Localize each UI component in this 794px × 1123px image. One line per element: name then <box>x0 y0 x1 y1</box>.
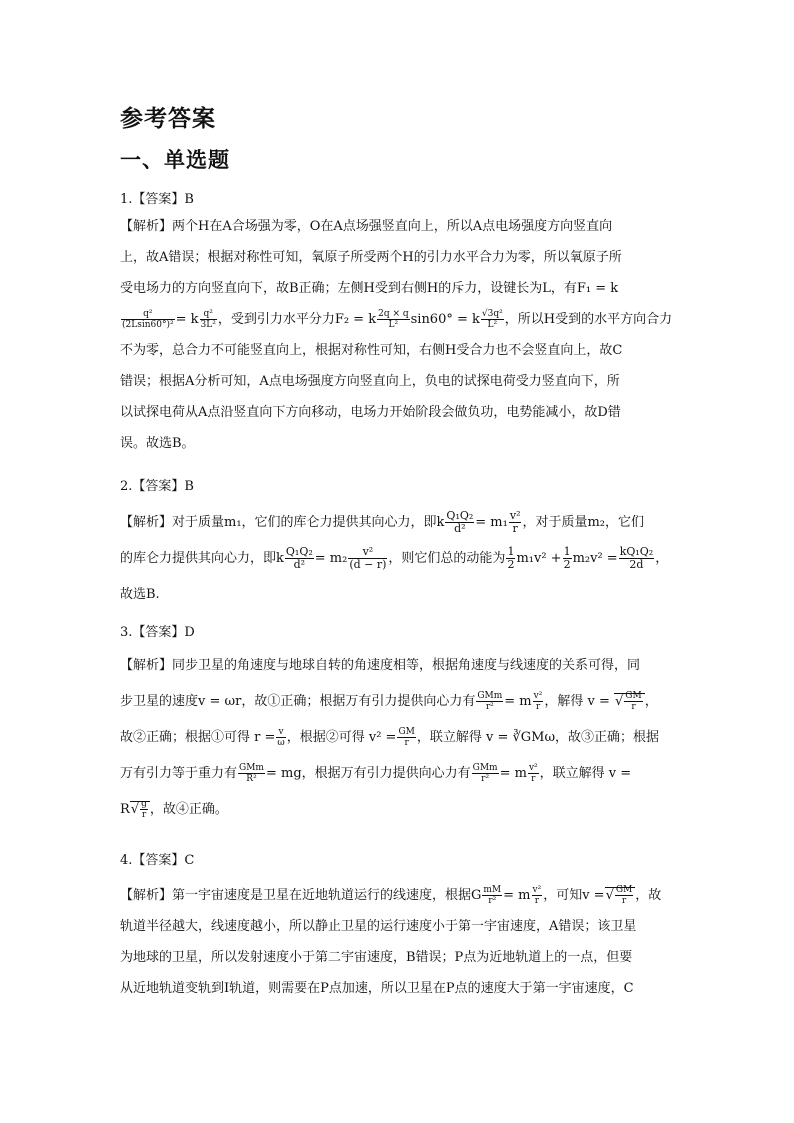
q4-line: 从近地轨道变轨到Ⅰ轨道，则需要在P点加速，所以卫星在P点的速度大于第一宇宙速度，C <box>120 981 634 996</box>
q4-line: 为地球的卫星，所以发射速度小于第二宇宙速度，B错误；P点为近地轨道上的一点，但要 <box>120 950 633 965</box>
fraction: $\frac{\text{kQ₁Q₂}}{2d}$ <box>619 545 654 571</box>
sqrt: √ $\frac{g}{r}$ <box>130 801 150 817</box>
fraction: $\frac{\text{v²}}{(d - r)}$ <box>349 545 387 571</box>
answer-3-explanation <box>120 648 676 828</box>
q3-line: 步卫星的速度v = ωr，故①正确；根据万有引力提供向心力有 $\frac{\text{GMm}}{\text{r²}}$ = m $\frac{\text{v²}}{r}$ ，解得 v = √ $\frac{GM}{r}$ ， <box>120 691 658 712</box>
q3-line: R√ $\frac{g}{r}$ ，故④正确。 <box>120 799 228 820</box>
answer-1-explanation <box>120 211 676 459</box>
fraction: $\frac{mM}{\text{r²}}$ <box>483 885 502 906</box>
fraction: $\frac{\text{Q₁Q₂}}{\text{d²}}$ <box>285 545 313 571</box>
fraction: $\frac{v}{\omega}$ <box>277 727 285 748</box>
fraction: $\frac{\text{GMm}}{\text{R²}}$ <box>239 763 264 784</box>
page-title: 参考答案 <box>120 106 216 132</box>
fraction: $\frac{\text{q²}}{\text{(2Lsin60°)²}}$ <box>122 309 174 330</box>
q4-line: 轨道半径越大，线速度越小，所以静止卫星的运行速度小于第一宇宙速度，A错误；该卫星 <box>120 919 637 934</box>
answer-1-label: 1.【答案】B <box>120 192 194 207</box>
q1-line: 错误；根据A分析可知，A点电场强度方向竖直向上，负电的试探电荷受力竖直向下，所 <box>120 374 620 389</box>
fraction: $\frac{1}{2}$ <box>563 545 571 571</box>
sqrt: √ $\frac{GM}{r}$ <box>614 693 645 709</box>
fraction: $\frac{\text{√3q²}}{\text{L²}}$ <box>481 309 503 330</box>
q3-line: 【解析】同步卫星的角速度与地球自转的角速度相等，根据角速度与线速度的关系可得，同 <box>120 658 641 673</box>
q1-line: 【解析】两个H在A合场强为零，O在A点场强竖直向上，所以A点电场强度方向竖直向 <box>120 219 613 234</box>
fraction: $\frac{\text{q²}}{\text{3L²}}$ <box>200 309 216 330</box>
q4-line: 【解析】第一宇宙速度是卫星在近地轨道运行的线速度，根据G $\frac{mM}{\text{r²}}$ = m $\frac{\text{v²}}{r}$ ，可知v =√ $\frac{GM}{r}$ ，故 <box>120 885 662 906</box>
fraction: $\frac{\text{v²}}{r}$ <box>528 763 538 784</box>
fraction: $\frac{\text{GMm}}{\text{r²}}$ <box>472 763 498 784</box>
fraction: $\frac{GM}{r}$ <box>398 727 415 748</box>
q1-line: 以试探电荷从A点沿竖直向下方向移动，电场力开始阶段会做负功，电势能减小，故D错 <box>120 405 621 420</box>
answer-4-label: 4.【答案】C <box>120 853 195 868</box>
section-title: 一、单选题 <box>120 148 230 172</box>
answer-3-label: 3.【答案】D <box>120 625 195 640</box>
q2-line: 【解析】对于质量m₁，它们的库仑力提供其向心力，即k $\frac{\text{Q₁Q₂}}{\text{d²}}$ = m₁ $\frac{\text{v²}}{r}$ ，对于质量m₂，它们 <box>120 509 645 535</box>
answer-4-explanation <box>120 880 676 1004</box>
q3-line: 万有引力等于重力有 $\frac{\text{GMm}}{\text{R²}}$ = mg，根据万有引力提供向心力有 $\frac{\text{GMm}}{\text{r²}}$ = m $\frac{\text{v²}}{r}$ ，联立解得 v = <box>120 763 632 784</box>
fraction: $\frac{2q \times q}{\text{L²}}$ <box>378 309 409 330</box>
q1-line: 误。故选B。 <box>120 436 195 451</box>
sqrt: √ $\frac{GM}{r}$ <box>605 887 636 903</box>
q2-line: 的库仑力提供其向心力，即k $\frac{\text{Q₁Q₂}}{\text{d²}}$ = m₂ $\frac{\text{v²}}{(d - r)}$ ，则它们总的动能为 $\frac{1}{2}$ m₁v² + $\frac{1}{2}$ m₂v² = $\frac{\text{kQ₁Q₂}}{2d}$ ， <box>120 545 669 571</box>
fraction: $\frac{\text{v²}}{r}$ <box>533 691 543 712</box>
fraction: $\frac{\text{GMm}}{\text{r²}}$ <box>477 691 503 712</box>
fraction: $\frac{\text{v²}}{r}$ <box>509 509 521 535</box>
answer-2-label: 2.【答案】B <box>120 479 194 494</box>
q1-line: 不为零，总合力不可能竖直向上，根据对称性可知，右侧H受合力也不会竖直向上，故C <box>120 343 623 358</box>
fraction: $\frac{\text{v²}}{r}$ <box>532 885 542 906</box>
q3-line: 故②正确；根据①可得 r = $\frac{v}{\omega}$ ，根据②可得 v² = $\frac{GM}{r}$ ，联立解得 v = ∛GMω，故③正确；根据 <box>120 727 660 748</box>
fraction: $\frac{\text{Q₁Q₂}}{\text{d²}}$ <box>446 509 474 535</box>
q2-line: 故选B. <box>120 587 160 602</box>
answer-2-explanation <box>120 505 676 613</box>
q1-formula-line: $\frac{\text{q²}}{\text{(2Lsin60°)²}}$ = k $\frac{\text{q²}}{\text{3L²}}$ ，受到引力水平分力F₂ = k $\frac{2q \times q}{\text{L²}}$ sin60° = k $\frac{\text{√3q²}}{\text{L²}}$ ，所以H受到的水平方向合力 <box>122 309 673 330</box>
q1-line: 上，故A错误；根据对称性可知，氧原子所受两个H的引力水平合力为零，所以氧原子所 <box>120 250 622 265</box>
q1-line: 受电场力的方向竖直向下，故B正确；左侧H受到右侧H的斥力，设键长为L，有F₁ = k <box>120 281 619 296</box>
fraction: $\frac{1}{2}$ <box>507 545 515 571</box>
